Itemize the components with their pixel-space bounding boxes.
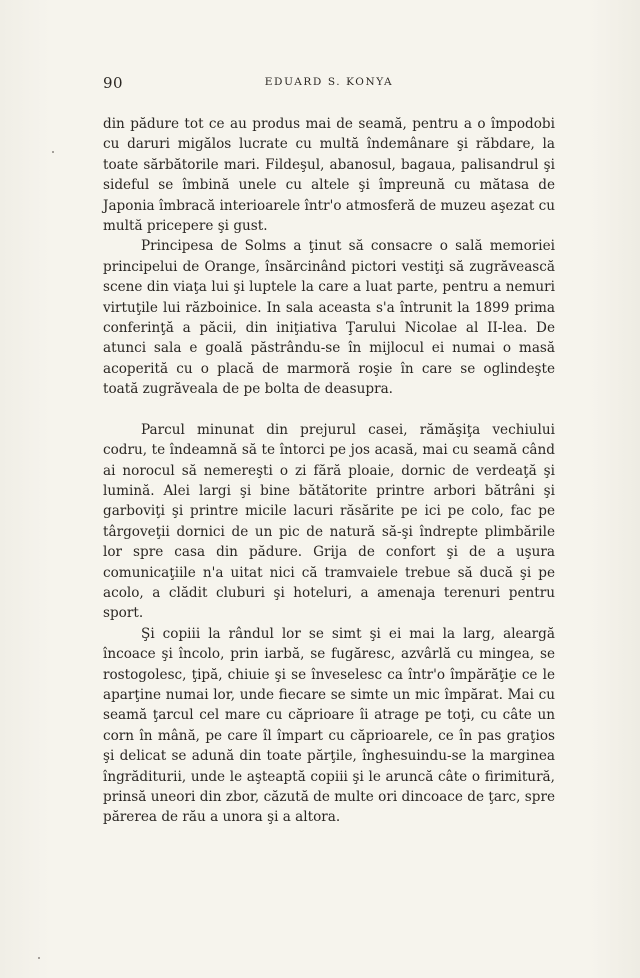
page-number: 90 — [103, 74, 124, 92]
paragraph-1: din pădure tot ce au produs mai de seamă, pentru a o împodobi cu daruri migălos lucrate cu multă îndemânare şi răbdare, la toate sărbătorile mari. Fildeşul, abanosul, bagaua, palisandrul şi sideful se îmbină unele cu altele şi împreună cu mătasa de Japonia îmbracă interioarele într'o atmosferă de muzeu aşezat cu multă pricepere şi gust. — [103, 116, 556, 235]
paragraph-2: Principesa de Solms a ţinut să consacre o sală memoriei principelui de Orange, însărcinând pictori vestiţi să zugrăvească scene din viaţa lui şi luptele la care a luat parte, pentru a nemuri virtuţile lui războinice. In sala aceasta s'a întrunit la 1899 prima conferinţă a păcii, din iniţiativa Ţarului Nicolae al II-lea. De atunci sala e goală păstrându-se în mijlocul ei numai o masă acoperită cu o placă de marmoră roşie în care se oglindeşte toată zugrăveala de pe bolta de deasupra. — [103, 238, 555, 398]
page-header — [103, 74, 555, 94]
paragraph-3: Parcul minunat din prejurul casei, rămăşiţa vechiului codru, te îndeamnă să te întorci pe jos acasă, mai cu seamă când ai norocul să nemereşti o zi fără ploaie, dornic de verdeaţă şi lumină. Alei largi şi bine bătătorite printre arbori bătrâni şi garboviţi şi printre micile lacuri răsărite pe ici pe colo, fac pe târgoveţii dornici de un pic de natură să-şi îndrepte plimbările lor spre casa din pădure. Grija de confort şi de a uşura comunicaţiile n'a uitat nici că tramvaiele trebue să ducă şi pe acolo, a clădit cluburi şi hoteluri, a amenaja terenuri pentru sport. — [103, 421, 555, 622]
body-text — [103, 114, 555, 828]
paragraph-4: Şi copiii la rândul lor se simt şi ei mai la larg, aleargă încoace şi încolo, prin iarbă, se fugăresc, azvârlă cu mingea, se rostogolesc, ţipă, chiuie şi se înveselesc ca într'o împărăţie ce le aparţine numai lor, unde fiecare se simte un mic împărat. Mai cu seamă ţarcul cel mare cu căprioare îi atrage pe toţi, cu câte un corn în mână, pe care îl împart cu căprioarele, ce în pas graţios şi delicat se adună din toate părţile, înghesuindu-se la marginea îngrăditurii, unde le aşteaptă copiii şi le aruncă câte o firimitură, prinsă uneori din zbor, căzută de multe ori dincoace de ţarc, spre părerea de rău a unora şi a altora. — [103, 625, 555, 826]
running-head: EDUARD S. KONYA — [264, 76, 394, 88]
paper-speck — [38, 957, 40, 959]
paper-speck — [52, 151, 54, 153]
